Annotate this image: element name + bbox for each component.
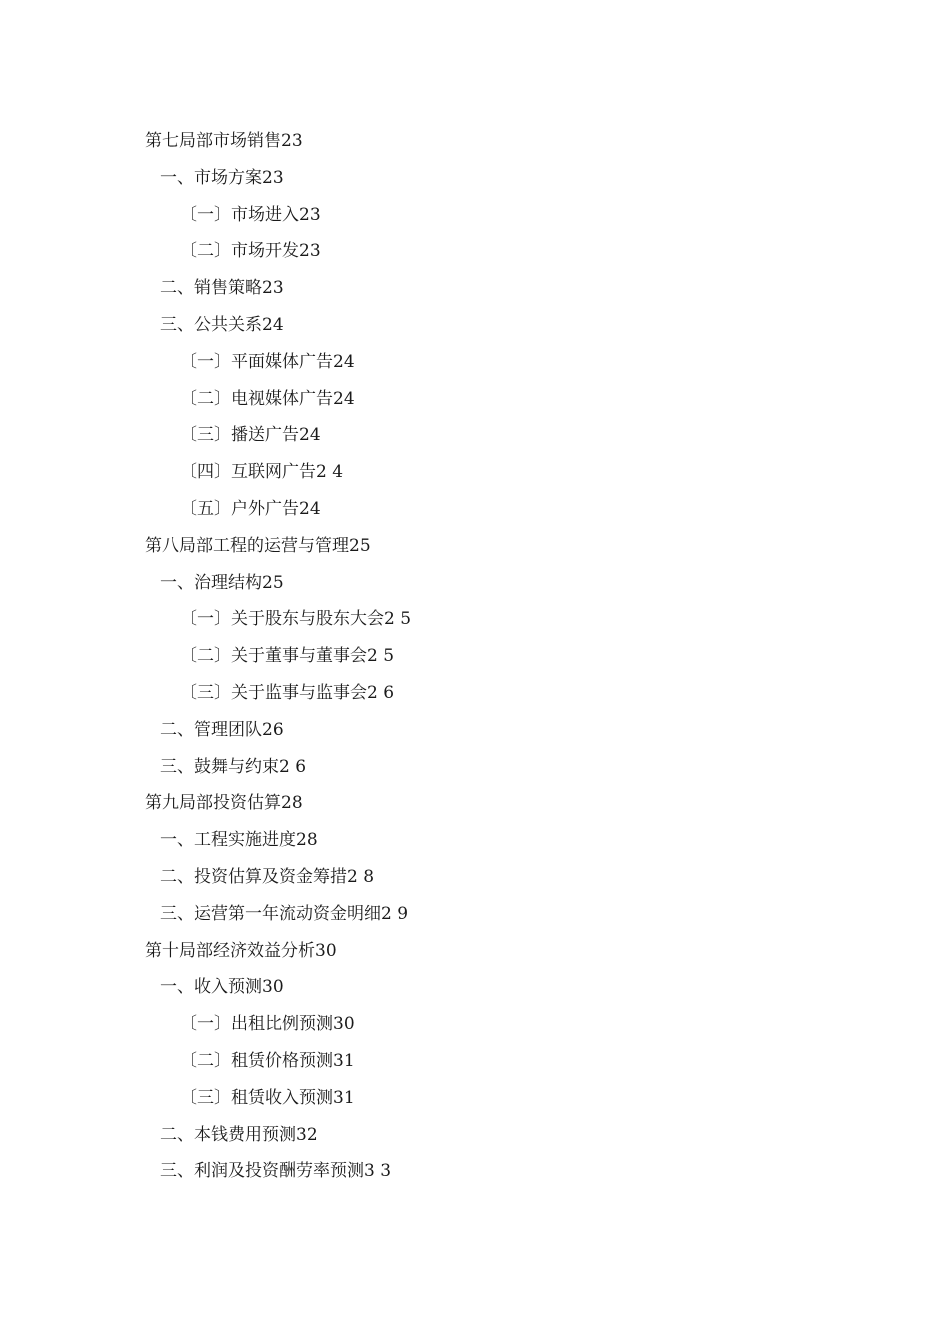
table-of-contents <box>0 123 950 1190</box>
toc-section-entry: 一、市场方案23 <box>160 167 284 188</box>
toc-subsection-entry: 〔四〕互联网广告2 4 <box>180 462 344 483</box>
toc-subsection-entry: 〔二〕租赁价格预测31 <box>180 1050 355 1071</box>
toc-section-entry: 一、治理结构25 <box>160 572 284 593</box>
toc-section-entry: 三、运营第一年流动资金明细2 9 <box>160 903 409 924</box>
toc-part-heading: 第七局部市场销售23 <box>145 131 303 151</box>
toc-part-heading: 第九局部投资估算28 <box>145 793 303 814</box>
toc-section-entry: 三、公共关系24 <box>160 314 284 335</box>
toc-subsection-entry: 〔五〕户外广告24 <box>180 498 321 519</box>
toc-section-entry: 二、本钱费用预测32 <box>160 1124 318 1145</box>
toc-subsection-entry: 〔一〕出租比例预测30 <box>180 1014 355 1035</box>
toc-subsection-entry: 〔一〕平面媒体广告24 <box>180 351 355 372</box>
toc-subsection-entry: 〔三〕租赁收入预测31 <box>180 1087 355 1108</box>
toc-subsection-entry: 〔三〕播送广告24 <box>180 425 321 446</box>
toc-subsection-entry: 〔二〕关于董事与董事会2 5 <box>180 646 395 667</box>
toc-section-entry: 一、收入预测30 <box>160 977 284 998</box>
toc-section-entry: 二、投资估算及资金筹措2 8 <box>160 866 375 887</box>
toc-subsection-entry: 〔二〕市场开发23 <box>180 241 321 262</box>
toc-subsection-entry: 〔一〕市场进入23 <box>180 204 321 225</box>
toc-section-entry: 一、工程实施进度28 <box>160 830 318 851</box>
toc-part-heading: 第十局部经济效益分析30 <box>145 940 337 961</box>
toc-subsection-entry: 〔一〕关于股东与股东大会2 5 <box>180 609 412 630</box>
toc-section-entry: 三、鼓舞与约束2 6 <box>160 756 307 777</box>
toc-section-entry: 二、管理团队26 <box>160 719 284 740</box>
toc-subsection-entry: 〔二〕电视媒体广告24 <box>180 388 355 409</box>
toc-subsection-entry: 〔三〕关于监事与监事会2 6 <box>180 682 395 703</box>
toc-section-entry: 三、利润及投资酬劳率预测3 3 <box>160 1161 392 1182</box>
toc-part-heading: 第八局部工程的运营与管理25 <box>145 535 371 556</box>
toc-section-entry: 二、销售策略23 <box>160 278 284 299</box>
